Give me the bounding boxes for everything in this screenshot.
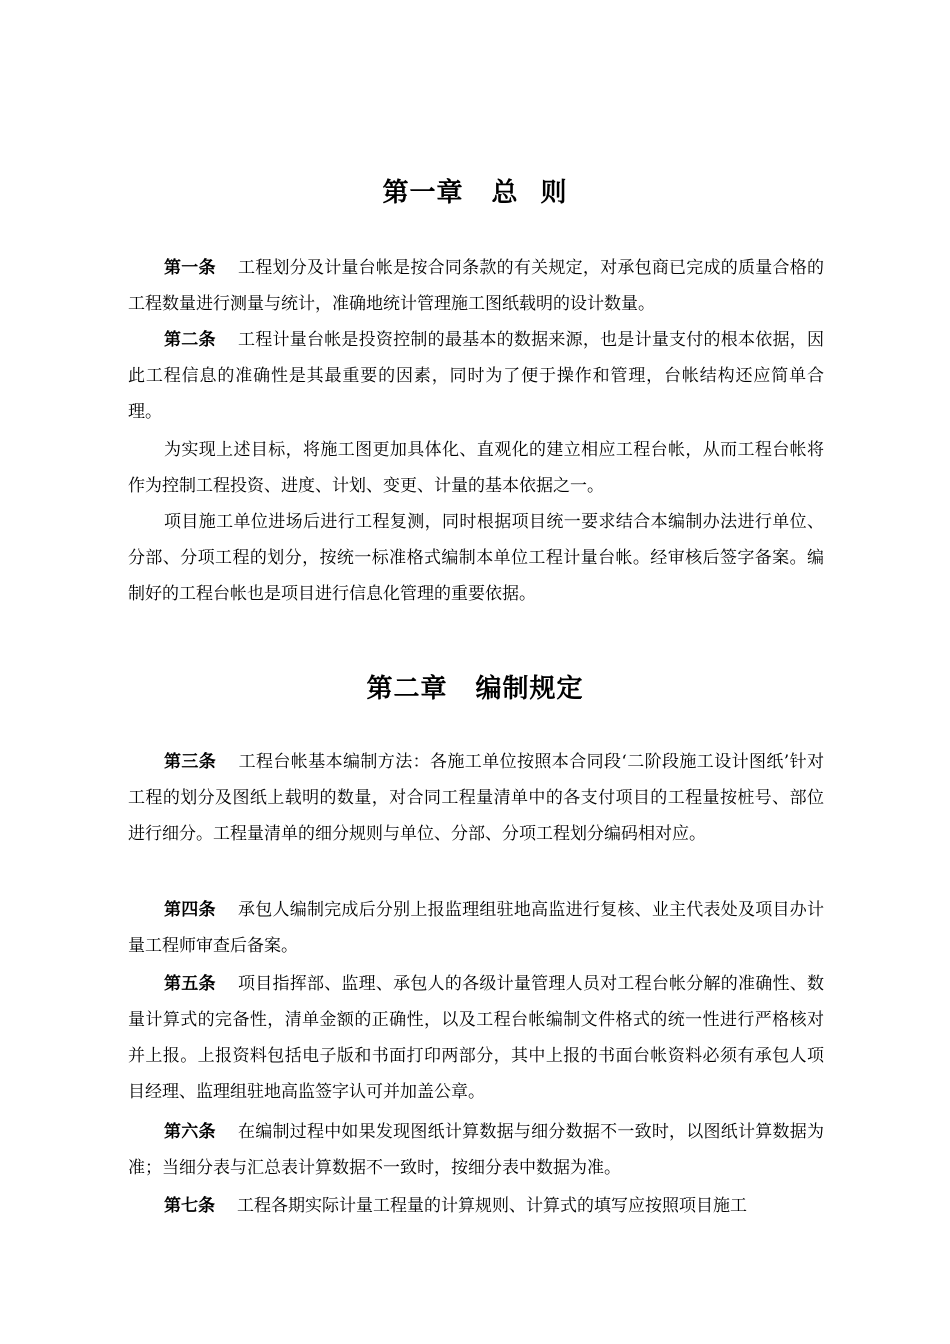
chapter-2-heading [0,668,950,705]
article-text: 承包人编制完成后分别上报监理组驻地高监进行复核、业主代表处及项目办计量工程师审查后备案。 [128,900,825,956]
chapter-2-number: 第二章 [366,674,448,704]
article-label: 第七条 [164,1196,215,1216]
article-text: 工程台帐基本编制方法：各施工单位按照本合同段‘二阶段施工设计图纸’针对工程的划分及图纸上载明的数量，对合同工程量清单中的各支付项目的工程量按桩号、部位进行细分。工程量清单的细分规则与单位、分部、分项工程划分编码相对应。 [128,752,824,844]
article-2 [128,322,824,430]
article-3 [128,744,824,852]
article-label: 第二条 [164,330,216,350]
paragraph-survey: 项目施工单位进场后进行工程复测，同时根据项目统一要求结合本编制办法进行单位、分部、分项工程的划分，按统一标准格式编制本单位工程计量台帐。经审核后签字备案。编制好的工程台帐也是项目进行信息化管理的重要依据。 [128,512,824,604]
paragraph-goal: 为实现上述目标，将施工图更加具体化、直观化的建立相应工程台帐，从而工程台帐将作为控制工程投资、进度、计划、变更、计量的基本依据之一。 [128,440,824,496]
article-7 [128,1188,824,1224]
article-text: 工程计量台帐是投资控制的最基本的数据来源，也是计量支付的根本依据，因此工程信息的准确性是其最重要的因素，同时为了便于操作和管理，台帐结构还应简单合理。 [128,330,825,422]
article-label: 第三条 [164,752,217,772]
article-text: 工程各期实际计量工程量的计算规则、计算式的填写应按照项目施工 [237,1196,747,1216]
article-label: 第五条 [164,974,216,994]
chapter-2-title: 编制规定 [475,674,584,704]
chapter-1-number: 第一章 [382,178,464,208]
article-text: 工程划分及计量台帐是按合同条款的有关规定，对承包商已完成的质量合格的工程数量进行测量与统计，准确地统计管理施工图纸载明的设计数量。 [128,258,825,314]
chapter-1-heading [0,172,950,209]
article-label: 第一条 [164,258,216,278]
chapter-1-title-part2: 则 [540,178,568,208]
article-1 [128,250,824,322]
chapter-1-title-part1: 总 [491,178,519,208]
article-label: 第六条 [164,1122,216,1142]
article-text: 项目指挥部、监理、承包人的各级计量管理人员对工程台帐分解的准确性、数量计算式的完备性，清单金额的正确性，以及工程台帐编制文件格式的统一性进行严格核对并上报。上报资料包括电子版和书面打印两部分，其中上报的书面台帐资料必须有承包人项目经理、监理组驻地高监签字认可并加盖公章。 [128,974,825,1102]
article-text: 在编制过程中如果发现图纸计算数据与细分数据不一致时，以图纸计算数据为准；当细分表与汇总表计算数据不一致时，按细分表中数据为准。 [128,1122,825,1178]
article-6 [128,1114,824,1186]
article-label: 第四条 [164,900,216,920]
article-4 [128,892,824,964]
article-5 [128,966,824,1110]
